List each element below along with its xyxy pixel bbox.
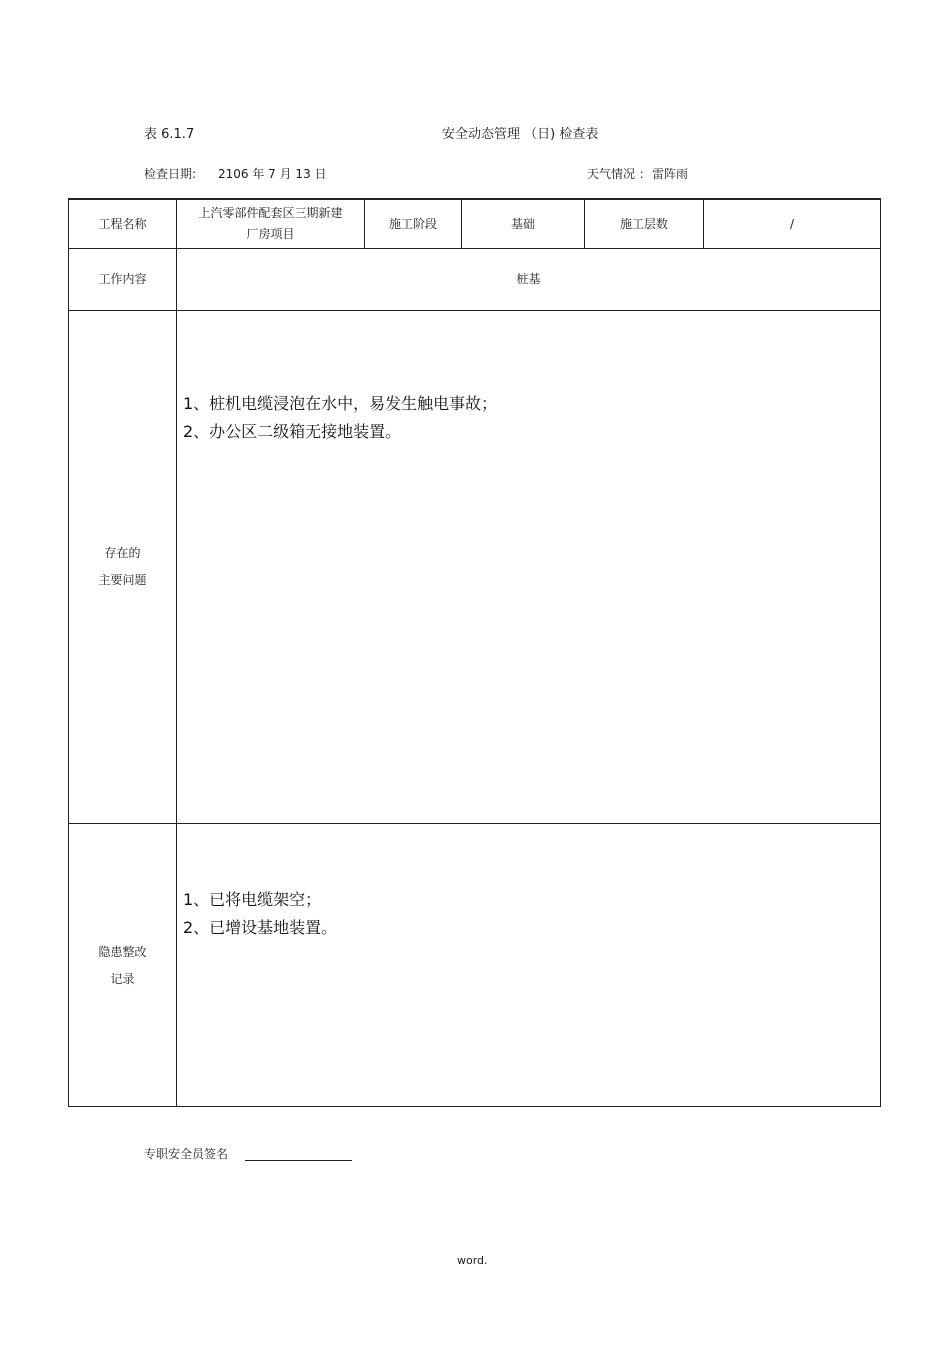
list-item: 1、已将电缆架空； [183,890,322,909]
work-content-value-text: 桩基 [516,272,541,286]
footer-text: word. [457,1254,488,1267]
project-name-value [177,200,364,248]
issues-label-line2: 主要问题 [98,573,147,587]
row-divider [69,823,880,824]
date-value: 2106 年 7 月 13 日 [218,167,327,181]
project-name-line1: 上汽零部件配套区三期新建 [198,206,343,220]
list-item: 2、已增设基地装置。 [183,918,338,937]
inspection-table [68,198,881,1107]
issues-list [183,390,497,446]
rectify-label-line1: 隐患整改 [98,944,147,959]
floors-value-text: / [789,216,795,231]
floors-label [585,200,703,248]
weather-value: 雷阵雨 [652,167,689,181]
stage-label [365,200,461,248]
rectify-label [69,824,176,1107]
signature-label: 专职安全员签名 [144,1147,229,1161]
list-item: 1、桩机电缆浸泡在水中，易发生触电事故； [183,394,498,413]
work-content-label [69,249,176,310]
table-code: 表 6.1.7 [144,127,195,142]
date-label: 检查日期: [144,167,197,181]
issues-label-line1: 存在的 [104,546,141,560]
floors-label-text: 施工层数 [619,216,668,231]
row-divider [69,310,880,311]
page-title: 安全动态管理 （日) 检查表 [442,127,599,142]
work-content-value [177,249,880,310]
floors-value [704,200,880,248]
signature-line[interactable] [245,1160,352,1161]
weather-label: 天气情况 ： [587,167,651,181]
list-item: 2、办公区二级箱无接地装置。 [183,422,402,441]
project-name-label [69,200,176,248]
project-name-label-text: 工程名称 [98,216,147,231]
project-name-line2: 厂房项目 [246,227,295,241]
stage-label-text: 施工阶段 [388,216,437,231]
stage-value [462,200,584,248]
issues-label [69,311,176,823]
stage-value-text: 基础 [510,216,535,231]
column-divider [176,200,177,1107]
rectification-list [183,886,337,942]
rectify-label-line2: 记录 [110,971,135,986]
work-content-label-text: 工作内容 [98,272,147,286]
